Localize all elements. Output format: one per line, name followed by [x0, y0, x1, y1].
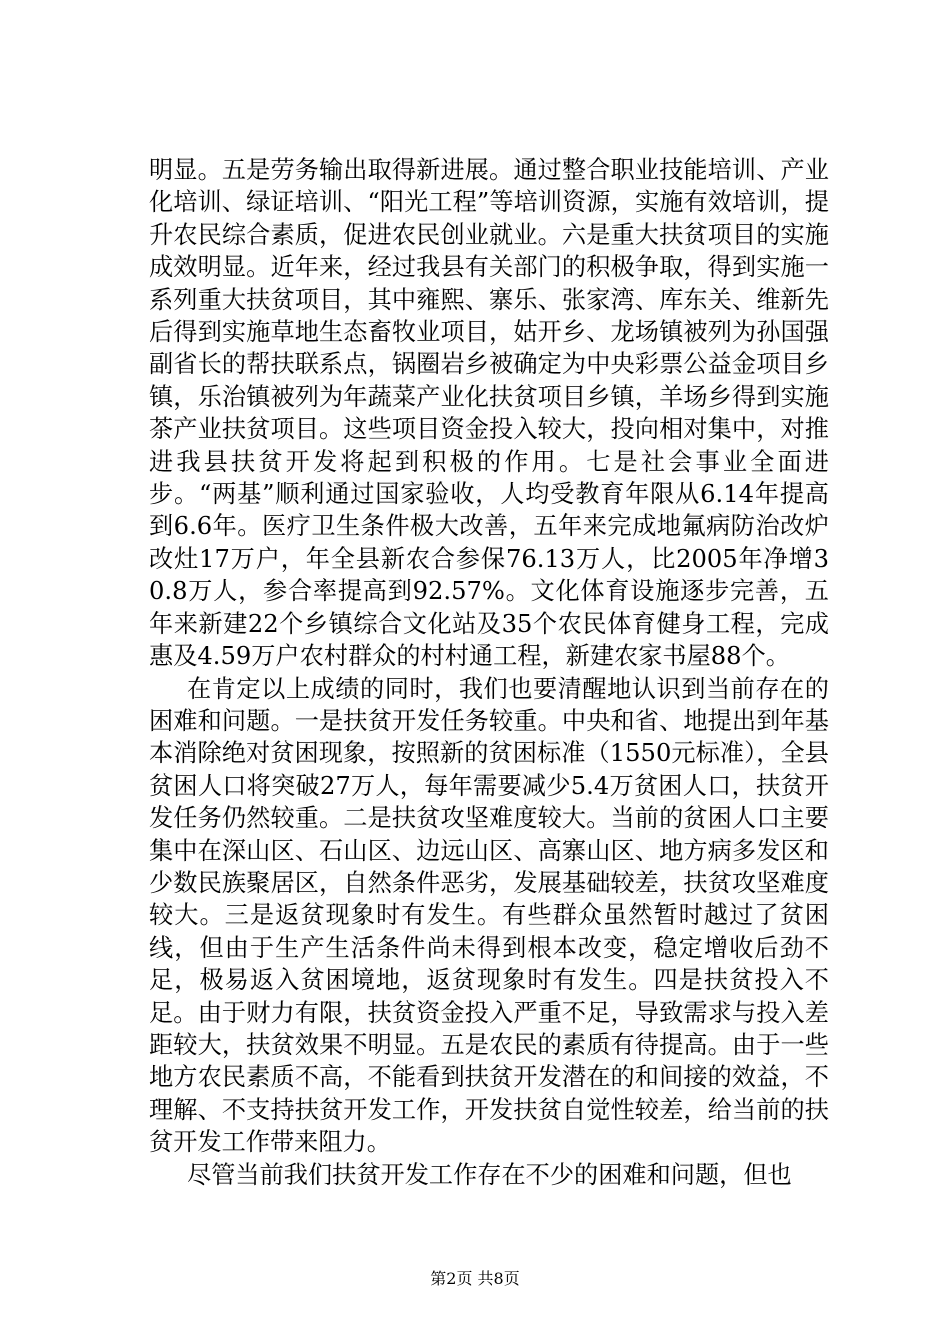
paragraph-achievements-continued: 明显。五是劳务输出取得新进展。通过整合职业技能培训、产业化培训、绿证培训、“阳光工程”等培训资源，实施有效培训，提升农民综合素质，促进农民创业就业。六是重大扶贫项目的实施成效明显。近年来，经过我县有关部门的积极争取，得到实施一系列重大扶贫项目，其中雍熙、寨乐、张家湾、库东关、维新先后得到实施草地生态畜牧业项目，姑开乡、龙场镇被列为孙国强副省长的帮扶联系点，锅圈岩乡被确定为中央彩票公益金项目乡镇，乐治镇被列为年蔬菜产业化扶贫项目乡镇，羊场乡得到实施茶产业扶贫项目。这些项目资金投入较大，投向相对集中，对推进我县扶贫开发将起到积极的作用。七是社会事业全面进步。“两基”顺利通过国家验收，人均受教育年限从6.14年提高到6.6年。医疗卫生条件极大改善，五年来完成地氟病防治改炉改灶17万户，年全县新农合参保76.13万人，比2005年净增30.8万人，参合率提高到92.57%。文化体育设施逐步完善，五年来新建22个乡镇综合文化站及35个农民体育健身工程，完成惠及4.59万户农村群众的村村通工程，新建农家书屋88个。	[149, 156, 829, 671]
paragraph-despite: 尽管当前我们扶贫开发工作存在不少的困难和问题，但也	[187, 1160, 792, 1189]
page-number-footer: 第2页 共8页	[430, 1269, 520, 1288]
document-body	[149, 154, 829, 1191]
paragraph-difficulties: 在肯定以上成绩的同时，我们也要清醒地认识到当前存在的困难和问题。一是扶贫开发任务较重。中央和省、地提出到年基本消除绝对贫困现象，按照新的贫困标准（1550元标准），全县贫困人口将突破27万人，每年需要减少5.4万贫困人口，扶贫开发任务仍然较重。二是扶贫攻坚难度较大。当前的贫困人口主要集中在深山区、石山区、边远山区、高寨山区、地方病多发区和少数民族聚居区，自然条件恶劣，发展基础较差，扶贫攻坚难度较大。三是返贫现象时有发生。有些群众虽然暂时越过了贫困线，但由于生产生活条件尚未得到根本改变，稳定增收后劲不足，极易返入贫困境地，返贫现象时有发生。四是扶贫投入不足。由于财力有限，扶贫资金投入严重不足，导致需求与投入差距较大，扶贫效果不明显。五是农民的素质有待提高。由于一些地方农民素质不高，不能看到扶贫开发潜在的和间接的效益，不理解、不支持扶贫开发工作，开发扶贫自觉性较差，给当前的扶贫开发工作带来阻力。	[149, 674, 829, 1157]
